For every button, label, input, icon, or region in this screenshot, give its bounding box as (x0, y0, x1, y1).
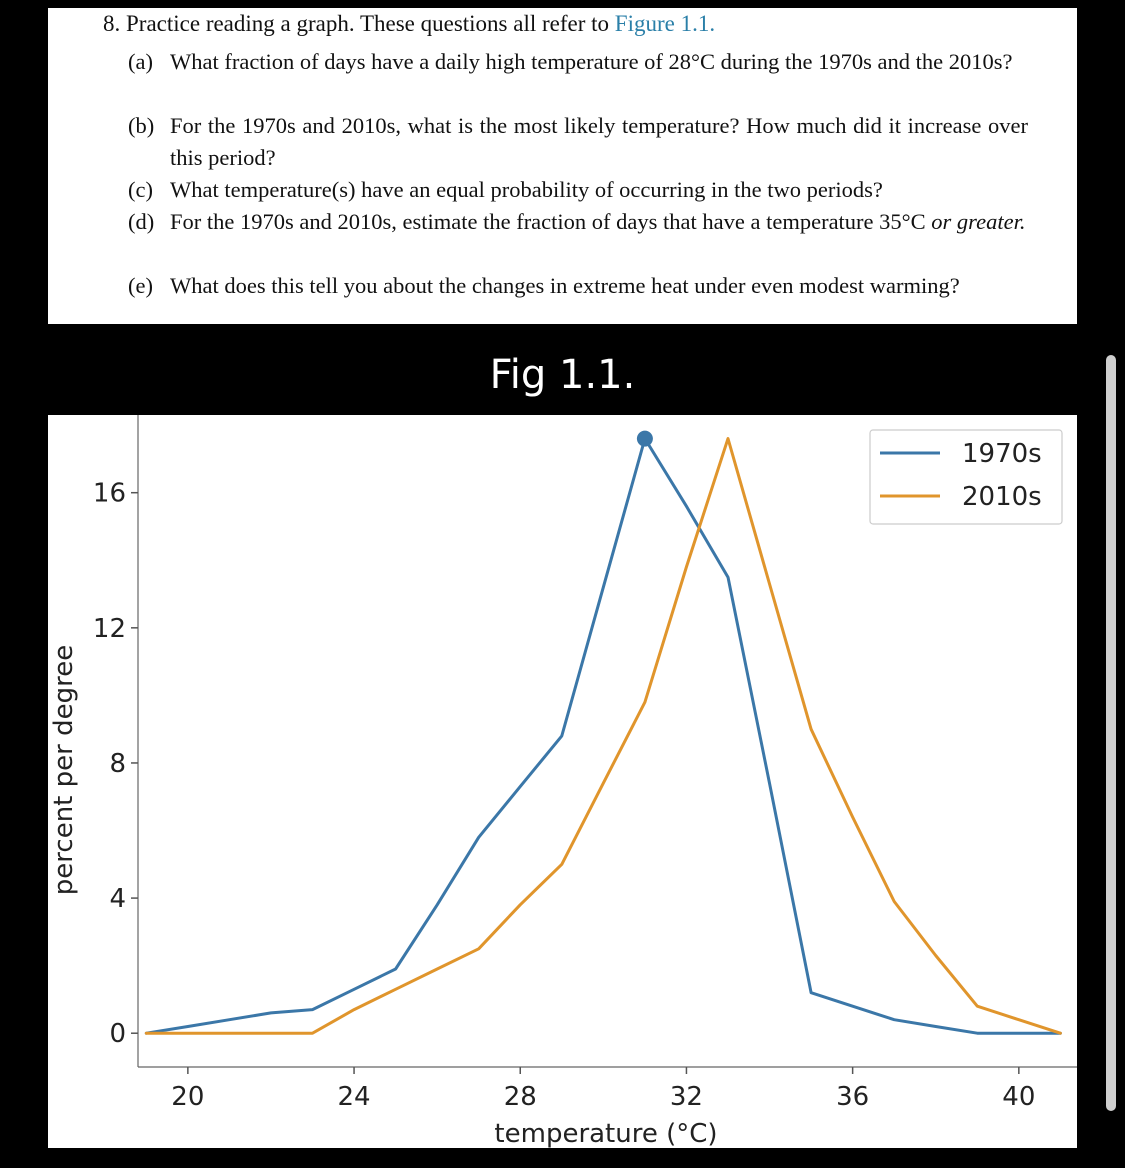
x-tick-label: 28 (503, 1082, 537, 1112)
series-line-1970s (146, 439, 1060, 1034)
y-tick-label: 16 (92, 478, 126, 509)
question-item-text: What temperature(s) have an equal probability of occurring in the two periods? (170, 177, 883, 202)
question-item-label: (d) (128, 209, 155, 234)
question-panel (48, 8, 1077, 324)
y-tick-label: 8 (109, 748, 126, 779)
question-item-e (128, 270, 1028, 302)
y-tick-label: 4 (109, 884, 126, 915)
peak-marker-1970s (637, 431, 653, 447)
question-item-label: (c) (128, 177, 153, 202)
question-item-a (128, 46, 1028, 78)
question-item-label: (b) (128, 113, 155, 138)
question-item-c (128, 174, 1028, 206)
legend (870, 430, 1062, 524)
question-item-text-italic: or greater. (931, 209, 1026, 234)
question-intro: Practice reading a graph. These questions all refer to (126, 11, 610, 36)
x-tick-label: 20 (171, 1082, 205, 1112)
x-tick-label: 36 (836, 1082, 870, 1112)
x-tick-label: 24 (337, 1082, 371, 1112)
question-item-text: For the 1970s and 2010s, estimate the fraction of days that have a temperature 35°C (170, 209, 926, 234)
legend-label-2010s: 2010s (962, 482, 1042, 512)
question-item-d (128, 206, 1028, 238)
question-item-body (128, 206, 1028, 238)
x-axis-label: temperature (°C) (494, 1119, 718, 1148)
x-tick-label: 40 (1002, 1082, 1036, 1112)
legend-label-1970s: 1970s (962, 439, 1042, 469)
line-chart (48, 415, 1077, 1148)
scrollbar[interactable] (1106, 355, 1116, 1111)
y-tick-label: 12 (92, 613, 126, 644)
x-tick-label: 32 (669, 1082, 703, 1112)
question-item-text: What does this tell you about the changes in extreme heat under even modest warming? (170, 273, 960, 298)
y-tick-label: 0 (109, 1019, 126, 1050)
ticks (93, 479, 1035, 1112)
question-item-text: For the 1970s and 2010s, what is the most likely temperature? How much did it increase over this period? (170, 113, 1028, 170)
series-line-2010s (146, 439, 1060, 1034)
question-title (103, 11, 715, 37)
figure-link[interactable]: Figure 1.1. (614, 11, 716, 36)
question-item-label: (e) (128, 273, 153, 298)
question-item-b (128, 110, 1028, 174)
y-axis-label: percent per degree (49, 644, 79, 896)
question-item-label: (a) (128, 49, 153, 74)
question-number: 8. (103, 11, 121, 36)
figure-caption: Fig 1.1. (489, 352, 636, 398)
chart-panel (48, 415, 1077, 1148)
question-item-text: What fraction of days have a daily high temperature of 28°C during the 1970s and the 2010s? (170, 49, 1013, 74)
